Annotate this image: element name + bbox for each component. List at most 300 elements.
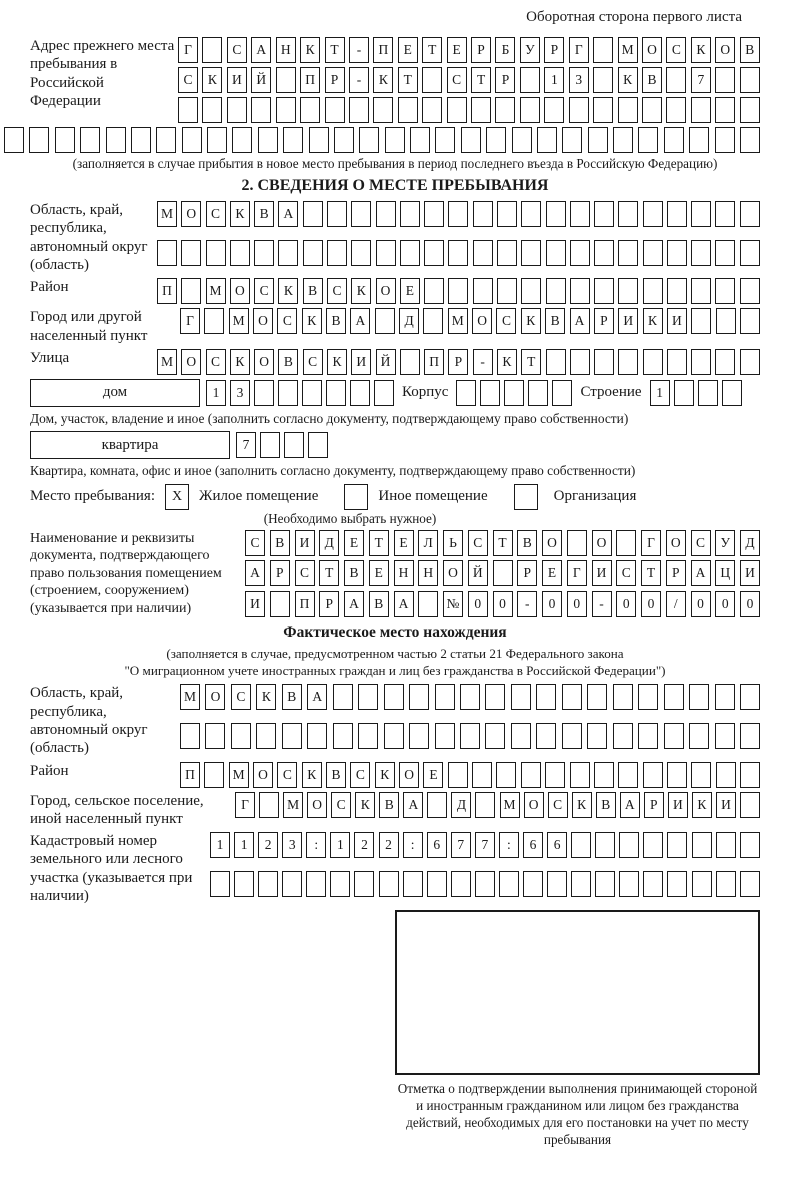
char-cell xyxy=(562,684,582,710)
char-cell: М xyxy=(618,37,638,63)
char-cell: К xyxy=(230,201,250,227)
prev-address-block xyxy=(30,37,760,123)
char-cell xyxy=(664,684,684,710)
char-cell xyxy=(384,723,404,749)
char-cell: С xyxy=(666,37,686,63)
char-cell: П xyxy=(157,278,177,304)
char-cell xyxy=(448,762,468,788)
char-cell: В xyxy=(517,530,537,556)
char-cell xyxy=(427,792,447,818)
char-cell: 6 xyxy=(547,832,567,858)
char-cell xyxy=(722,380,742,406)
char-cell xyxy=(740,762,760,788)
char-cell xyxy=(613,684,633,710)
char-cell xyxy=(689,127,709,153)
char-cell: К xyxy=(302,308,322,334)
char-cell xyxy=(567,530,587,556)
char-cell: И xyxy=(592,560,612,586)
char-cell: В xyxy=(379,792,399,818)
char-cell xyxy=(740,349,760,375)
char-cell xyxy=(333,684,353,710)
char-cell xyxy=(740,278,760,304)
char-cell xyxy=(475,871,495,897)
char-cell: К xyxy=(355,792,375,818)
char-cell: 2 xyxy=(354,832,374,858)
city-cells xyxy=(180,308,760,334)
char-cell: Г xyxy=(180,308,200,334)
char-cell xyxy=(512,127,532,153)
char-cell: Г xyxy=(235,792,255,818)
char-cell xyxy=(254,380,274,406)
char-cell xyxy=(570,240,590,266)
char-cell xyxy=(307,723,327,749)
char-cell xyxy=(258,127,278,153)
char-cell: К xyxy=(202,67,222,93)
char-cell: М xyxy=(206,278,226,304)
char-cell xyxy=(376,201,396,227)
stay-option-other-label: Иное помещение xyxy=(378,488,488,505)
char-cell: 0 xyxy=(493,591,513,617)
char-cell xyxy=(254,240,274,266)
char-cell xyxy=(473,201,493,227)
char-cell xyxy=(594,762,614,788)
char-cell xyxy=(521,278,541,304)
char-cell xyxy=(204,762,224,788)
stay-checkbox-residential: X xyxy=(165,484,189,510)
char-cell: Б xyxy=(495,37,515,63)
char-cell xyxy=(180,723,200,749)
char-cell: Д xyxy=(319,530,339,556)
char-cell xyxy=(376,240,396,266)
char-cell: Т xyxy=(325,37,345,63)
char-cell xyxy=(276,97,296,123)
char-cell: П xyxy=(424,349,444,375)
char-cell: 6 xyxy=(523,832,543,858)
char-cell: Ц xyxy=(715,560,735,586)
char-cell xyxy=(664,127,684,153)
char-cell xyxy=(716,832,736,858)
char-cell xyxy=(497,201,517,227)
char-cell: 0 xyxy=(468,591,488,617)
char-cell: О xyxy=(254,349,274,375)
char-cell: Г xyxy=(569,37,589,63)
char-cell xyxy=(691,278,711,304)
char-cell xyxy=(536,684,556,710)
char-cell xyxy=(351,201,371,227)
char-cell: 0 xyxy=(567,591,587,617)
char-cell: П xyxy=(373,37,393,63)
cadastral-block xyxy=(30,832,760,905)
char-cell xyxy=(472,762,492,788)
char-cell: - xyxy=(517,591,537,617)
region-row2 xyxy=(157,240,760,275)
char-cell: И xyxy=(667,308,687,334)
char-cell xyxy=(409,684,429,710)
char-cell xyxy=(471,97,491,123)
char-cell: О xyxy=(642,37,662,63)
char-cell: М xyxy=(229,762,249,788)
char-cell xyxy=(667,762,687,788)
char-cell xyxy=(570,278,590,304)
char-cell: Е xyxy=(423,762,443,788)
city-label: Город или другой населенный пункт xyxy=(30,309,148,344)
char-cell xyxy=(435,684,455,710)
stamp-area xyxy=(395,910,760,1149)
char-cell xyxy=(309,127,329,153)
char-cell xyxy=(521,201,541,227)
char-cell: К xyxy=(327,349,347,375)
stay-option-organization-label: Организация xyxy=(553,488,637,505)
char-cell xyxy=(422,97,442,123)
apartment-box: квартира xyxy=(30,431,230,459)
char-cell xyxy=(385,127,405,153)
char-cell xyxy=(716,762,736,788)
char-cell xyxy=(182,127,202,153)
house-box: дом xyxy=(30,379,200,407)
char-cell: Е xyxy=(369,560,389,586)
char-cell xyxy=(276,67,296,93)
char-cell: К xyxy=(375,762,395,788)
region-block xyxy=(30,201,760,274)
actual-location-title: Фактическое место нахождения xyxy=(283,624,507,642)
char-cell: А xyxy=(350,308,370,334)
char-cell xyxy=(486,127,506,153)
char-cell xyxy=(643,871,663,897)
char-cell: Д xyxy=(740,530,760,556)
char-cell: С xyxy=(616,560,636,586)
char-cell: М xyxy=(157,349,177,375)
char-cell xyxy=(283,127,303,153)
char-cell xyxy=(384,684,404,710)
char-cell: Т xyxy=(398,67,418,93)
actual-location-caption2: "О миграционном учете иностранных граждан и лиц без гражданства в Российской Федерации") xyxy=(124,663,666,679)
char-cell: 1 xyxy=(330,832,350,858)
char-cell xyxy=(642,97,662,123)
char-cell xyxy=(379,871,399,897)
char-cell: А xyxy=(620,792,640,818)
char-cell: О xyxy=(666,530,686,556)
char-cell: О xyxy=(230,278,250,304)
char-cell: С xyxy=(295,560,315,586)
char-cell xyxy=(231,723,251,749)
region-row1 xyxy=(157,201,760,236)
stamp-box xyxy=(395,910,760,1075)
actual-city-label: Город, сельское поселение, иной населенный пункт xyxy=(30,792,204,827)
char-cell: К xyxy=(256,684,276,710)
prev-address-row2 xyxy=(178,67,760,93)
char-cell xyxy=(497,240,517,266)
house-row xyxy=(30,379,760,407)
char-cell: 0 xyxy=(715,591,735,617)
page-note: Оборотная сторона первого листа xyxy=(526,9,742,25)
char-cell xyxy=(521,762,541,788)
char-cell xyxy=(546,278,566,304)
char-cell xyxy=(260,432,280,458)
char-cell: О xyxy=(524,792,544,818)
prev-address-label: Адрес прежнего места пребывания в Российской Федерации xyxy=(30,38,175,109)
char-cell xyxy=(424,240,444,266)
char-cell xyxy=(740,201,760,227)
char-cell xyxy=(667,278,687,304)
char-cell xyxy=(511,723,531,749)
cadastral-row1 xyxy=(210,832,760,867)
char-cell xyxy=(204,308,224,334)
char-cell: М xyxy=(448,308,468,334)
char-cell xyxy=(327,240,347,266)
char-cell: Й xyxy=(468,560,488,586)
stay-place-row xyxy=(30,484,760,510)
char-cell: Й xyxy=(376,349,396,375)
char-cell xyxy=(278,240,298,266)
char-cell: П xyxy=(295,591,315,617)
actual-region-row1 xyxy=(180,684,760,719)
char-cell: 2 xyxy=(379,832,399,858)
char-cell: К xyxy=(373,67,393,93)
char-cell xyxy=(740,792,760,818)
char-cell xyxy=(418,591,438,617)
char-cell: С xyxy=(327,278,347,304)
char-cell: : xyxy=(403,832,423,858)
char-cell: Д xyxy=(451,792,471,818)
char-cell: И xyxy=(245,591,265,617)
char-cell: Т xyxy=(493,530,513,556)
house-caption: Дом, участок, владение и иное (заполнить согласно документу, подтверждающему право собственности) xyxy=(30,410,629,426)
char-cell: А xyxy=(245,560,265,586)
char-cell xyxy=(595,871,615,897)
char-cell xyxy=(562,127,582,153)
stroenie-label: Строение xyxy=(580,384,642,401)
stay-option-residential-label: Жилое помещение xyxy=(199,488,319,505)
char-cell: М xyxy=(283,792,303,818)
char-cell: - xyxy=(592,591,612,617)
stay-checkbox-organization xyxy=(514,484,538,510)
char-cell xyxy=(740,127,760,153)
char-cell xyxy=(206,240,226,266)
char-cell xyxy=(643,240,663,266)
char-cell xyxy=(504,380,524,406)
char-cell xyxy=(326,380,346,406)
char-cell xyxy=(496,762,516,788)
char-cell xyxy=(740,832,760,858)
char-cell xyxy=(544,97,564,123)
char-cell xyxy=(594,278,614,304)
char-cell xyxy=(303,201,323,227)
char-cell xyxy=(427,871,447,897)
stamp-caption: Отметка о подтверждении выполнения принимающей стороной и иностранным гражданином или лицом без гражданства действий, необходимых для его постановки на учет по месту пребывания xyxy=(397,1081,758,1147)
char-cell: С xyxy=(245,530,265,556)
apartment-row xyxy=(30,431,760,459)
char-cell xyxy=(740,240,760,266)
char-cell: В xyxy=(545,308,565,334)
district-label: Район xyxy=(30,279,69,296)
char-cell: 0 xyxy=(616,591,636,617)
char-cell xyxy=(691,762,711,788)
char-cell xyxy=(334,127,354,153)
char-cell xyxy=(571,832,591,858)
char-cell: - xyxy=(349,37,369,63)
char-cell xyxy=(308,432,328,458)
char-cell: 7 xyxy=(691,67,711,93)
char-cell xyxy=(306,871,326,897)
char-cell xyxy=(570,349,590,375)
char-cell: К xyxy=(278,278,298,304)
char-cell: Г xyxy=(567,560,587,586)
char-cell xyxy=(692,871,712,897)
char-cell xyxy=(593,67,613,93)
char-cell: Т xyxy=(319,560,339,586)
char-cell xyxy=(643,832,663,858)
char-cell xyxy=(618,349,638,375)
char-cell xyxy=(570,762,590,788)
char-cell xyxy=(666,67,686,93)
char-cell: Р xyxy=(448,349,468,375)
char-cell: В xyxy=(740,37,760,63)
char-cell xyxy=(375,308,395,334)
char-cell: А xyxy=(307,684,327,710)
char-cell xyxy=(667,349,687,375)
char-cell xyxy=(523,871,543,897)
char-cell: 0 xyxy=(740,591,760,617)
actual-location-caption1: (заполняется в случае, предусмотренном частью 2 статьи 21 Федерального закона xyxy=(166,646,624,662)
char-cell: С xyxy=(496,308,516,334)
char-cell xyxy=(461,127,481,153)
char-cell: И xyxy=(716,792,736,818)
char-cell: О xyxy=(443,560,463,586)
char-cell xyxy=(613,723,633,749)
char-cell xyxy=(716,308,736,334)
char-cell xyxy=(528,380,548,406)
char-cell xyxy=(207,127,227,153)
char-cell: Е xyxy=(400,278,420,304)
actual-city-cells xyxy=(235,792,760,818)
char-cell xyxy=(689,684,709,710)
char-cell xyxy=(740,97,760,123)
char-cell xyxy=(302,380,322,406)
cadastral-rows xyxy=(210,832,760,905)
char-cell: 7 xyxy=(451,832,471,858)
char-cell: В xyxy=(278,349,298,375)
char-cell xyxy=(473,240,493,266)
char-cell: С xyxy=(277,762,297,788)
char-cell xyxy=(715,349,735,375)
char-cell xyxy=(715,97,735,123)
char-cell: О xyxy=(307,792,327,818)
char-cell: Г xyxy=(641,530,661,556)
char-cell xyxy=(511,684,531,710)
char-cell xyxy=(259,792,279,818)
region-rows xyxy=(157,201,760,274)
prev-address-row1 xyxy=(178,37,760,63)
char-cell xyxy=(485,723,505,749)
char-cell xyxy=(359,127,379,153)
char-cell xyxy=(181,278,201,304)
char-cell: О xyxy=(399,762,419,788)
actual-district-row xyxy=(30,762,760,788)
char-cell xyxy=(594,201,614,227)
char-cell: С xyxy=(277,308,297,334)
char-cell xyxy=(643,762,663,788)
char-cell: Р xyxy=(644,792,664,818)
char-cell xyxy=(552,380,572,406)
char-cell xyxy=(327,201,347,227)
char-cell xyxy=(495,97,515,123)
stay-checkbox-other xyxy=(344,484,368,510)
char-cell xyxy=(456,380,476,406)
char-cell: Р xyxy=(471,37,491,63)
actual-region-rows xyxy=(180,684,760,757)
char-cell: К xyxy=(618,67,638,93)
char-cell xyxy=(643,201,663,227)
actual-district-cells xyxy=(180,762,760,788)
char-cell xyxy=(178,97,198,123)
char-cell xyxy=(588,127,608,153)
char-cell xyxy=(520,67,540,93)
char-cell xyxy=(131,127,151,153)
char-cell: С xyxy=(206,201,226,227)
char-cell: Р xyxy=(325,67,345,93)
char-cell xyxy=(278,380,298,406)
char-cell xyxy=(667,832,687,858)
char-cell: Р xyxy=(517,560,537,586)
actual-district-label: Район xyxy=(30,762,69,779)
char-cell: В xyxy=(270,530,290,556)
char-cell xyxy=(715,278,735,304)
char-cell: 1 xyxy=(210,832,230,858)
char-cell: С xyxy=(178,67,198,93)
char-cell xyxy=(638,127,658,153)
char-cell: 1 xyxy=(234,832,254,858)
char-cell xyxy=(325,97,345,123)
char-cell xyxy=(282,723,302,749)
char-cell xyxy=(210,871,230,897)
char-cell xyxy=(716,871,736,897)
char-cell xyxy=(594,349,614,375)
char-cell xyxy=(410,127,430,153)
char-cell xyxy=(358,723,378,749)
char-cell: - xyxy=(349,67,369,93)
char-cell xyxy=(303,240,323,266)
char-cell: К xyxy=(497,349,517,375)
char-cell: 7 xyxy=(236,432,256,458)
document-label: Наименование и реквизиты документа, подтверждающего право пользования помещением (строением, сооружением) (указывается при наличии) xyxy=(30,530,222,616)
char-cell: С xyxy=(227,37,247,63)
char-cell xyxy=(593,37,613,63)
char-cell: Т xyxy=(369,530,389,556)
char-cell: Е xyxy=(398,37,418,63)
prev-address-row4 xyxy=(4,127,760,153)
district-row xyxy=(30,278,760,304)
actual-city-row xyxy=(30,792,760,829)
char-cell xyxy=(638,684,658,710)
house-cells xyxy=(206,380,394,406)
char-cell xyxy=(638,723,658,749)
street-row xyxy=(30,349,760,375)
char-cell xyxy=(618,762,638,788)
char-cell: Т xyxy=(471,67,491,93)
char-cell xyxy=(451,871,471,897)
char-cell: В xyxy=(326,762,346,788)
char-cell xyxy=(691,97,711,123)
char-cell xyxy=(422,67,442,93)
char-cell: С xyxy=(254,278,274,304)
char-cell: О xyxy=(715,37,735,63)
char-cell: С xyxy=(447,67,467,93)
char-cell: К xyxy=(572,792,592,818)
char-cell: Р xyxy=(319,591,339,617)
char-cell: М xyxy=(500,792,520,818)
char-cell: В xyxy=(369,591,389,617)
char-cell: В xyxy=(303,278,323,304)
